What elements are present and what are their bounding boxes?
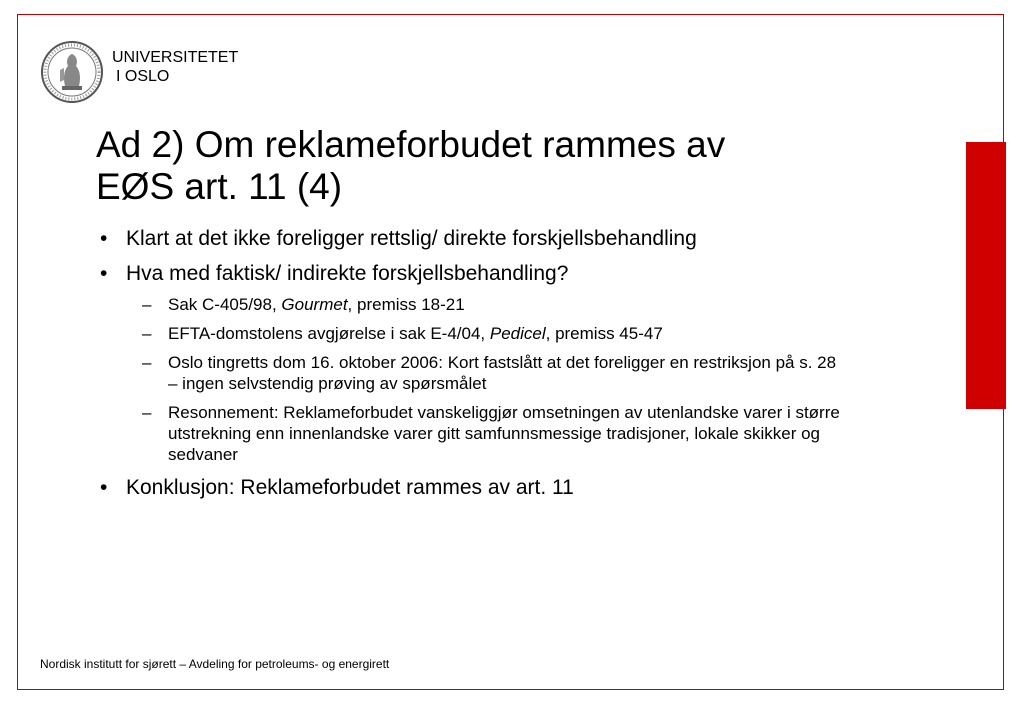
bullet-item bbox=[100, 475, 840, 500]
sub-bullet-item bbox=[126, 294, 840, 315]
sub-bullet-item bbox=[126, 323, 840, 344]
red-accent-bar bbox=[966, 142, 1006, 409]
sub-bullet-list bbox=[126, 294, 840, 465]
sub-bullet-text: , premiss 45-47 bbox=[545, 324, 663, 343]
sub-bullet-text: Oslo tingretts dom 16. oktober 2006: Kort fastslått at det foreligger en restriksjon på s. 28 – ingen selvstendig prøving av spørsmålet bbox=[168, 353, 837, 393]
university-name-line2: I OSLO bbox=[116, 68, 170, 85]
sub-bullet-item bbox=[126, 402, 840, 465]
case-name: Gourmet bbox=[281, 295, 348, 314]
sub-bullet-text: EFTA-domstolens avgjørelse i sak E-4/04, bbox=[168, 324, 490, 343]
bullet-item bbox=[100, 226, 840, 251]
sub-bullet-text: Sak C-405/98, bbox=[168, 295, 282, 314]
slide-title bbox=[96, 124, 856, 208]
bullet-text: Klart at det ikke foreligger rettslig/ direkte forskjellsbehandling bbox=[126, 227, 697, 250]
footer-text: Nordisk institutt for sjørett – Avdeling for petroleums- og energirett bbox=[40, 657, 390, 671]
university-seal-icon bbox=[40, 40, 104, 104]
bullet-item bbox=[100, 261, 840, 465]
sub-bullet-text: Resonnement: Reklameforbudet vanskeliggjør omsetningen av utenlandske varer i større utstrekning enn innenlandske varer gitt samfunnsmessige tradisjoner, lokale skikker og sedvaner bbox=[168, 403, 840, 464]
university-name-line1: UNIVERSITETET bbox=[112, 49, 239, 66]
bullet-text: Hva med faktisk/ indirekte forskjellsbehandling? bbox=[126, 262, 569, 285]
sub-bullet-text: , premiss 18-21 bbox=[347, 295, 465, 314]
slide-title-line2: EØS art. 11 (4) bbox=[96, 166, 343, 207]
slide-title-line1: Ad 2) Om reklameforbudet rammes av bbox=[96, 124, 726, 165]
sub-bullet-item bbox=[126, 352, 840, 394]
bullet-text: Konklusjon: Reklameforbudet rammes av art. 11 bbox=[126, 476, 574, 499]
university-name bbox=[112, 48, 238, 86]
bullet-list bbox=[100, 226, 840, 500]
slide-content bbox=[100, 226, 840, 510]
case-name: Pedicel bbox=[489, 324, 546, 343]
